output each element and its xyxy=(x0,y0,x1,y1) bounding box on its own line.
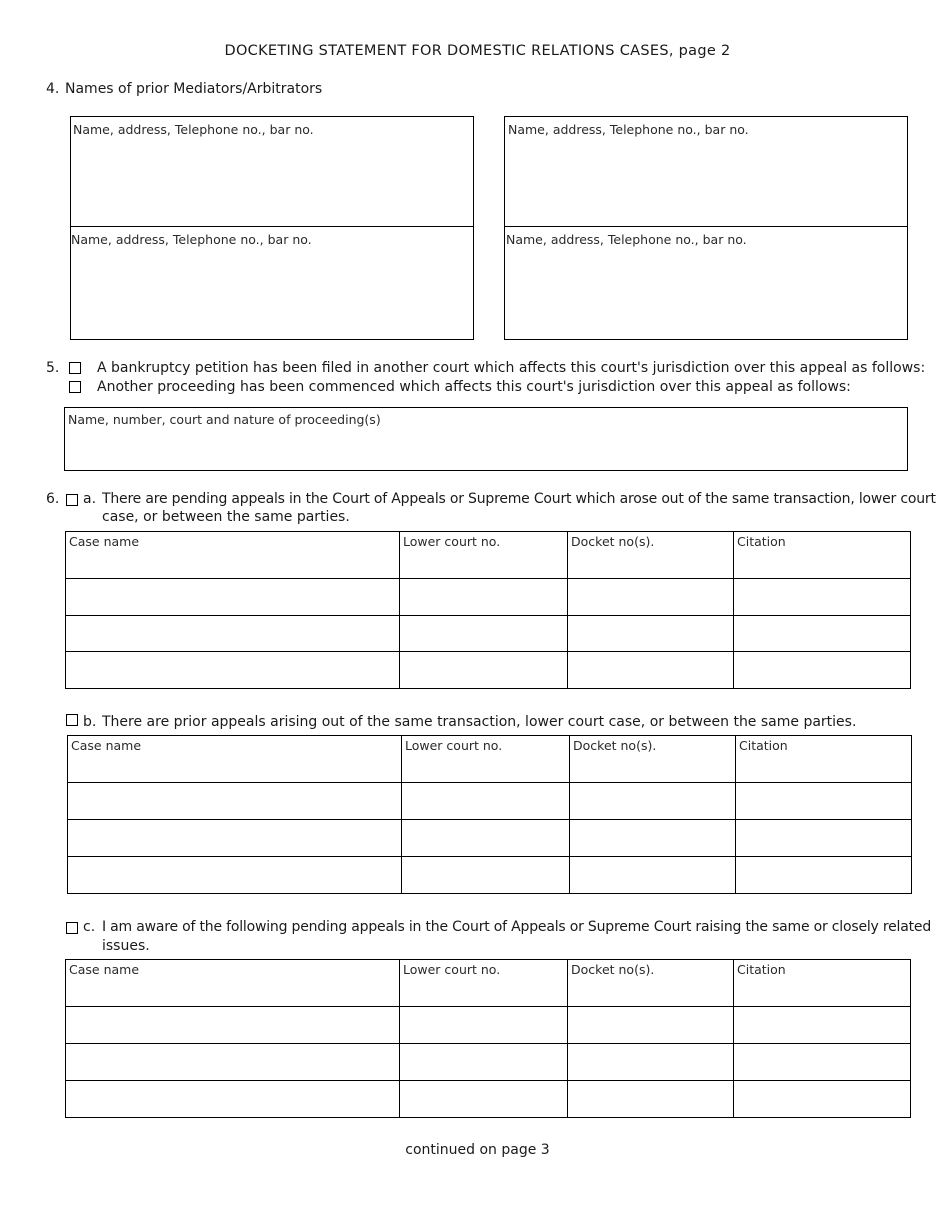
mediator-field-2-label[interactable]: Name, address, Telephone no., bar no. xyxy=(71,232,312,247)
table-row xyxy=(66,1044,911,1081)
table-row xyxy=(66,652,911,689)
table-6a xyxy=(65,531,911,689)
table-cell[interactable] xyxy=(568,1007,734,1044)
table-cell[interactable] xyxy=(68,820,402,857)
header-citation xyxy=(734,960,911,1007)
section-6c-letter: c. xyxy=(83,919,96,935)
continued-footer: continued on page 3 xyxy=(405,1142,550,1158)
table-cell[interactable] xyxy=(568,616,734,652)
table-cell[interactable] xyxy=(402,857,570,894)
table-cell[interactable] xyxy=(68,857,402,894)
table-row xyxy=(68,820,912,857)
table-cell[interactable] xyxy=(736,783,912,820)
other-proceeding-checkbox[interactable] xyxy=(69,381,81,393)
mediator-box-left xyxy=(70,116,474,340)
header-case-name xyxy=(66,960,400,1007)
divider xyxy=(504,226,908,227)
table-cell[interactable] xyxy=(570,857,736,894)
header-docket-nos xyxy=(568,960,734,1007)
header-lower-court-no xyxy=(400,532,568,579)
header-docket-nos-text: Docket no(s). xyxy=(573,738,657,753)
section-6-number: 6. xyxy=(46,491,60,507)
section-4-label: Names of prior Mediators/Arbitrators xyxy=(65,81,323,97)
table-row xyxy=(68,857,912,894)
other-proceeding-option-label: Another proceeding has been commenced which affects this court's jurisdiction over this appeal as follows: xyxy=(97,379,851,395)
page-title: DOCKETING STATEMENT FOR DOMESTIC RELATIONS CASES, page 2 xyxy=(224,43,731,59)
table-cell[interactable] xyxy=(400,1081,568,1118)
table-cell[interactable] xyxy=(400,652,568,689)
mediator-field-1-label[interactable]: Name, address, Telephone no., bar no. xyxy=(73,122,314,137)
header-lower-court-no xyxy=(400,960,568,1007)
section-6c-text-line1: I am aware of the following pending appeals in the Court of Appeals or Supreme Court raising the same or closely related xyxy=(102,919,932,935)
table-header-row xyxy=(68,736,912,783)
header-citation xyxy=(736,736,912,783)
table-row xyxy=(66,579,911,616)
table-cell[interactable] xyxy=(734,652,911,689)
table-cell[interactable] xyxy=(734,1081,911,1118)
section-6a-checkbox[interactable] xyxy=(66,494,78,506)
mediator-field-4-label[interactable]: Name, address, Telephone no., bar no. xyxy=(506,232,747,247)
table-cell[interactable] xyxy=(400,616,568,652)
table-cell[interactable] xyxy=(734,579,911,616)
header-docket-nos xyxy=(568,532,734,579)
header-lower-court-no-text: Lower court no. xyxy=(405,738,503,753)
table-row xyxy=(66,1081,911,1118)
header-case-name xyxy=(68,736,402,783)
proceedings-field-label: Name, number, court and nature of proceeding(s) xyxy=(68,412,381,427)
table-cell[interactable] xyxy=(734,616,911,652)
header-case-name xyxy=(66,532,400,579)
table-cell[interactable] xyxy=(736,820,912,857)
mediator-box-right xyxy=(504,116,908,340)
table-row xyxy=(66,616,911,652)
table-6b xyxy=(67,735,912,894)
table-cell[interactable] xyxy=(400,579,568,616)
bankruptcy-option-label: A bankruptcy petition has been filed in another court which affects this court's jurisdiction over this appeal as follows: xyxy=(97,360,926,376)
section-6a-letter: a. xyxy=(83,491,97,507)
header-docket-nos xyxy=(570,736,736,783)
header-docket-nos-text: Docket no(s). xyxy=(571,962,655,977)
header-citation-text: Citation xyxy=(737,534,786,549)
table-cell[interactable] xyxy=(568,1081,734,1118)
table-row xyxy=(68,783,912,820)
table-cell[interactable] xyxy=(402,820,570,857)
header-citation xyxy=(734,532,911,579)
section-6c-checkbox[interactable] xyxy=(66,922,78,934)
table-cell[interactable] xyxy=(568,579,734,616)
header-case-name-text: Case name xyxy=(71,738,142,753)
table-cell[interactable] xyxy=(734,1007,911,1044)
table-cell[interactable] xyxy=(66,1044,400,1081)
section-5-number: 5. xyxy=(46,360,60,376)
header-lower-court-no xyxy=(402,736,570,783)
table-6c xyxy=(65,959,911,1118)
section-6b-checkbox[interactable] xyxy=(66,714,78,726)
table-cell[interactable] xyxy=(66,579,400,616)
table-header-row xyxy=(66,960,911,1007)
header-citation-text: Citation xyxy=(739,738,788,753)
table-cell[interactable] xyxy=(568,652,734,689)
section-6b-text: There are prior appeals arising out of the same transaction, lower court case, or between the same parties. xyxy=(102,714,857,730)
table-cell[interactable] xyxy=(734,1044,911,1081)
table-row xyxy=(66,1007,911,1044)
table-cell[interactable] xyxy=(66,652,400,689)
header-lower-court-no-text: Lower court no. xyxy=(403,534,501,549)
table-cell[interactable] xyxy=(68,783,402,820)
bankruptcy-checkbox[interactable] xyxy=(69,362,81,374)
table-cell[interactable] xyxy=(400,1007,568,1044)
table-header-row xyxy=(66,532,911,579)
table-cell[interactable] xyxy=(568,1044,734,1081)
table-cell[interactable] xyxy=(736,857,912,894)
table-cell[interactable] xyxy=(66,1007,400,1044)
header-lower-court-no-text: Lower court no. xyxy=(403,962,501,977)
header-case-name-text: Case name xyxy=(69,962,140,977)
section-6c-text-line2: issues. xyxy=(102,938,150,954)
table-cell[interactable] xyxy=(570,820,736,857)
section-6a-text-line2: case, or between the same parties. xyxy=(102,509,350,525)
table-cell[interactable] xyxy=(402,783,570,820)
table-cell[interactable] xyxy=(400,1044,568,1081)
section-4-number: 4. xyxy=(46,81,60,97)
header-docket-nos-text: Docket no(s). xyxy=(571,534,655,549)
table-cell[interactable] xyxy=(66,1081,400,1118)
table-cell[interactable] xyxy=(66,616,400,652)
header-citation-text: Citation xyxy=(737,962,786,977)
header-case-name-text: Case name xyxy=(69,534,140,549)
section-6b-letter: b. xyxy=(83,714,97,730)
section-6a-text-line1: There are pending appeals in the Court of Appeals or Supreme Court which arose out of the same transaction, lower court xyxy=(102,491,936,507)
table-cell[interactable] xyxy=(570,783,736,820)
divider xyxy=(70,226,474,227)
mediator-field-3-label[interactable]: Name, address, Telephone no., bar no. xyxy=(508,122,749,137)
